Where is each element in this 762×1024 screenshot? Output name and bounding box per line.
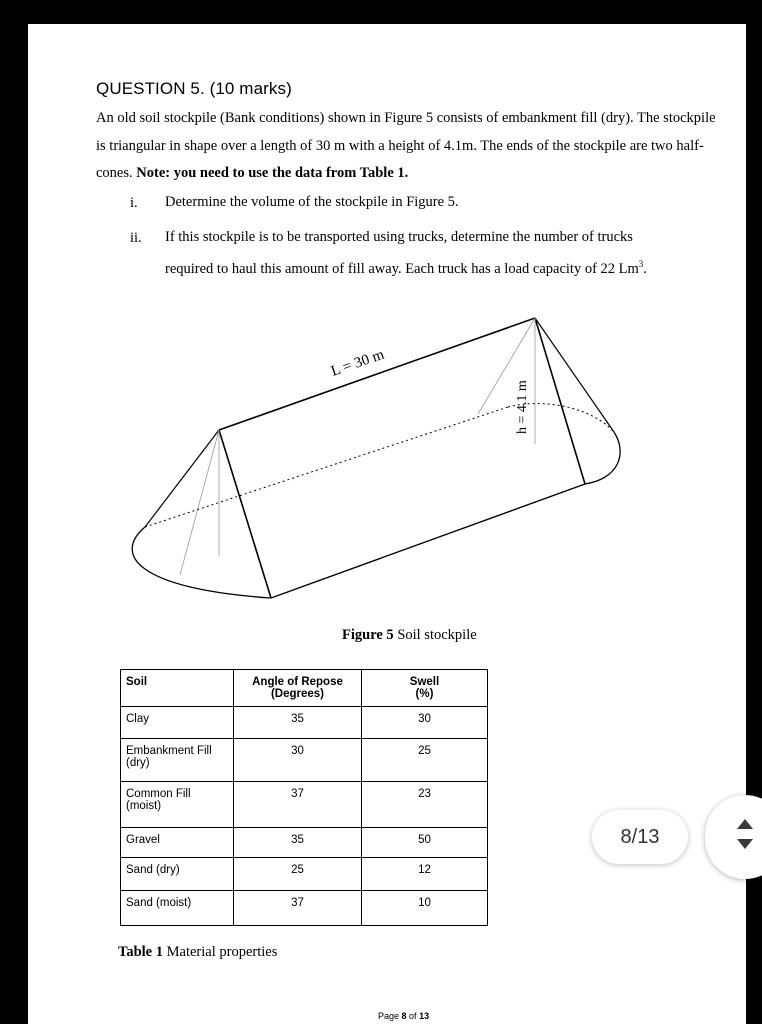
cell-swell: 25: [362, 739, 488, 782]
material-properties-table: [120, 669, 488, 926]
footer-total-pages: 13: [419, 1011, 430, 1021]
length-label: L = 30 m: [329, 346, 387, 380]
left-hidden-line: [180, 430, 219, 575]
item-text-2-line-1: If this stockpile is to be transported using trucks, determine the number of trucks: [165, 229, 633, 245]
footer-prefix: Page: [378, 1011, 402, 1021]
item-text-2-end: .: [643, 260, 647, 277]
cell-angle: 35: [234, 707, 362, 739]
item-text-2-line-2: required to haul this amount of fill away. Each truck has a load capacity of 22 Lm: [165, 260, 639, 277]
bottom-edge: [271, 484, 585, 598]
header-angle: [234, 670, 362, 707]
cell-angle: 37: [234, 782, 362, 828]
footer-current-page: 8: [401, 1011, 407, 1021]
header-swell-line-1: Swell: [409, 676, 440, 688]
cell-soil: Sand (dry): [121, 858, 234, 891]
document-page: [28, 24, 746, 1024]
cell-soil: Common Fill (moist): [121, 782, 234, 828]
item-number-2: ii.: [130, 230, 142, 246]
header-swell: [362, 670, 488, 707]
item-text-2-sup: 3: [638, 259, 644, 269]
figure-caption: [342, 627, 477, 644]
intro-note: Note: you need to use the data from Table 1.: [136, 165, 409, 181]
question-title: QUESTION 5. (10 marks): [96, 79, 292, 98]
table-caption: [118, 944, 277, 961]
cell-swell: 23: [362, 782, 488, 828]
cell-soil: Sand (moist): [121, 891, 234, 926]
right-ridge-slope: [535, 318, 585, 484]
ridge-line: [219, 318, 535, 430]
table-row: [121, 739, 488, 782]
cell-angle: 35: [234, 828, 362, 858]
intro-text: An old soil stockpile (Bank conditions) shown in Figure 5 consists of embankment fill (dry). The stockpile is triangular in shape over a length of 30 m with a height of 4.1m. The ends of the stockpile are two half-cones.: [96, 110, 716, 181]
cell-swell: 30: [362, 707, 488, 739]
table-caption-text: Material properties: [163, 944, 278, 960]
right-cone-slope: [535, 318, 614, 432]
scroll-up-icon[interactable]: [737, 819, 753, 829]
figure-caption-text: Soil stockpile: [393, 627, 477, 643]
header-soil: Soil: [121, 670, 234, 707]
table-row: [121, 891, 488, 926]
cell-soil: Gravel: [121, 828, 234, 858]
item-number-1: i.: [130, 195, 138, 211]
cell-angle: 30: [234, 739, 362, 782]
cell-angle: 25: [234, 858, 362, 891]
item-text-1: Determine the volume of the stockpile in Figure 5.: [165, 194, 459, 210]
table-header-row: [121, 670, 488, 707]
cell-swell: 10: [362, 891, 488, 926]
header-angle-line-2: (Degrees): [270, 688, 325, 700]
right-cone-base: [585, 432, 620, 484]
left-ridge-slope: [219, 430, 271, 598]
header-swell-line-2: (%): [415, 688, 434, 700]
page-counter-badge: 8/13: [592, 810, 688, 864]
figure-caption-label: Figure 5: [342, 627, 394, 643]
table-row: [121, 828, 488, 858]
cell-soil: Clay: [121, 707, 234, 739]
cell-swell: 12: [362, 858, 488, 891]
cell-soil: Embankment Fill (dry): [121, 739, 234, 782]
cell-swell: 50: [362, 828, 488, 858]
table-row: [121, 707, 488, 739]
cell-angle: 37: [234, 891, 362, 926]
hidden-base-line: [145, 407, 508, 527]
left-cone-base: [132, 527, 271, 598]
page-footer: [378, 1011, 429, 1021]
height-label: h = 4.1 m: [515, 380, 530, 434]
left-cone-slope: [145, 430, 219, 527]
table-caption-label: Table 1: [118, 944, 163, 960]
stockpile-figure: [28, 24, 746, 664]
footer-middle: of: [406, 1011, 420, 1021]
table-row: [121, 858, 488, 891]
header-angle-line-1: Angle of Repose: [252, 676, 343, 688]
table-row: [121, 782, 488, 828]
scroll-down-icon[interactable]: [737, 839, 753, 849]
